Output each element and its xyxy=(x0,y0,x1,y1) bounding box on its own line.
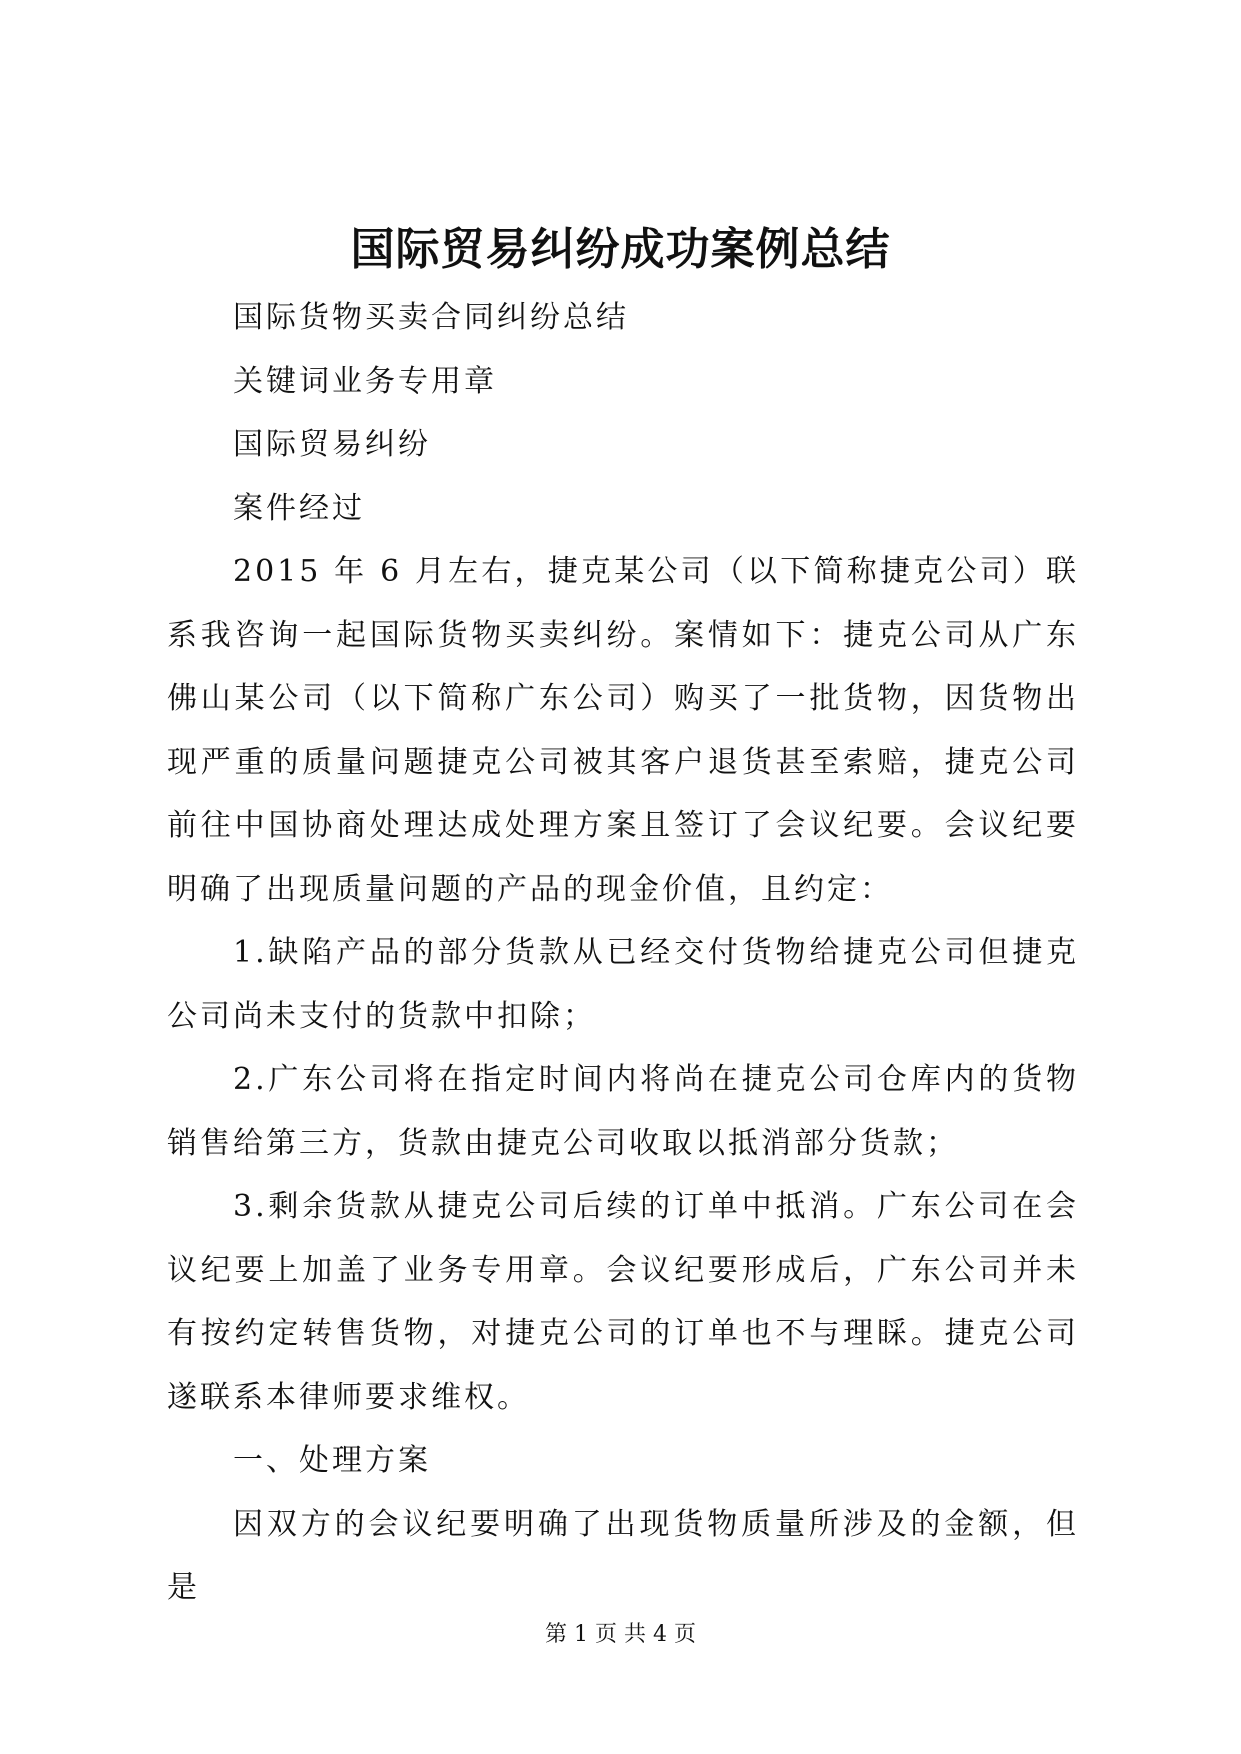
page-title: 国际贸易纠纷成功案例总结 xyxy=(350,224,891,275)
keywords-paragraph: 关键词业务专用章 xyxy=(233,363,497,399)
list-item-1: 1.缺陷产品的部分货款从已经交付货物给捷克公司但捷克公司尚未支付的货款中扣除； xyxy=(167,935,1079,1034)
section-heading-case: 案件经过 xyxy=(233,490,365,526)
list-item-2: 2.广东公司将在指定时间内将尚在捷克公司仓库内的货物销售给第三方，货款由捷克公司收取以抵消部分货款； xyxy=(167,1062,1079,1161)
document-body xyxy=(167,286,1079,1620)
subtitle-paragraph: 国际货物买卖合同纠纷总结 xyxy=(233,300,629,335)
keyword-paragraph: 国际贸易纠纷 xyxy=(233,427,431,462)
section-heading-solution: 一、处理方案 xyxy=(233,1443,431,1478)
list-item-3: 3.剩余货款从捷克公司后续的订单中抵消。广东公司在会议纪要上加盖了业务专用章。会议纪要形成后，广东公司并未有按约定转售货物，对捷克公司的订单也不与理睬。捷克公司遂联系本律师要求维权。 xyxy=(167,1189,1079,1415)
solution-paragraph: 因双方的会议纪要明确了出现货物质量所涉及的金额，但是 xyxy=(167,1506,1079,1605)
page-footer: 第 1 页 共 4 页 xyxy=(545,1622,696,1647)
case-description-paragraph: 2015 年 6 月左右，捷克某公司（以下简称捷克公司）联系我咨询一起国际货物买卖纠纷。案情如下：捷克公司从广东佛山某公司（以下简称广东公司）购买了一批货物，因货物出现严重的质量问题捷克公司被其客户退货甚至索赔，捷克公司前往中国协商处理达成处理方案且签订了会议纪要。会议纪要明确了出现质量问题的产品的现金价值，且约定： xyxy=(167,554,1079,907)
